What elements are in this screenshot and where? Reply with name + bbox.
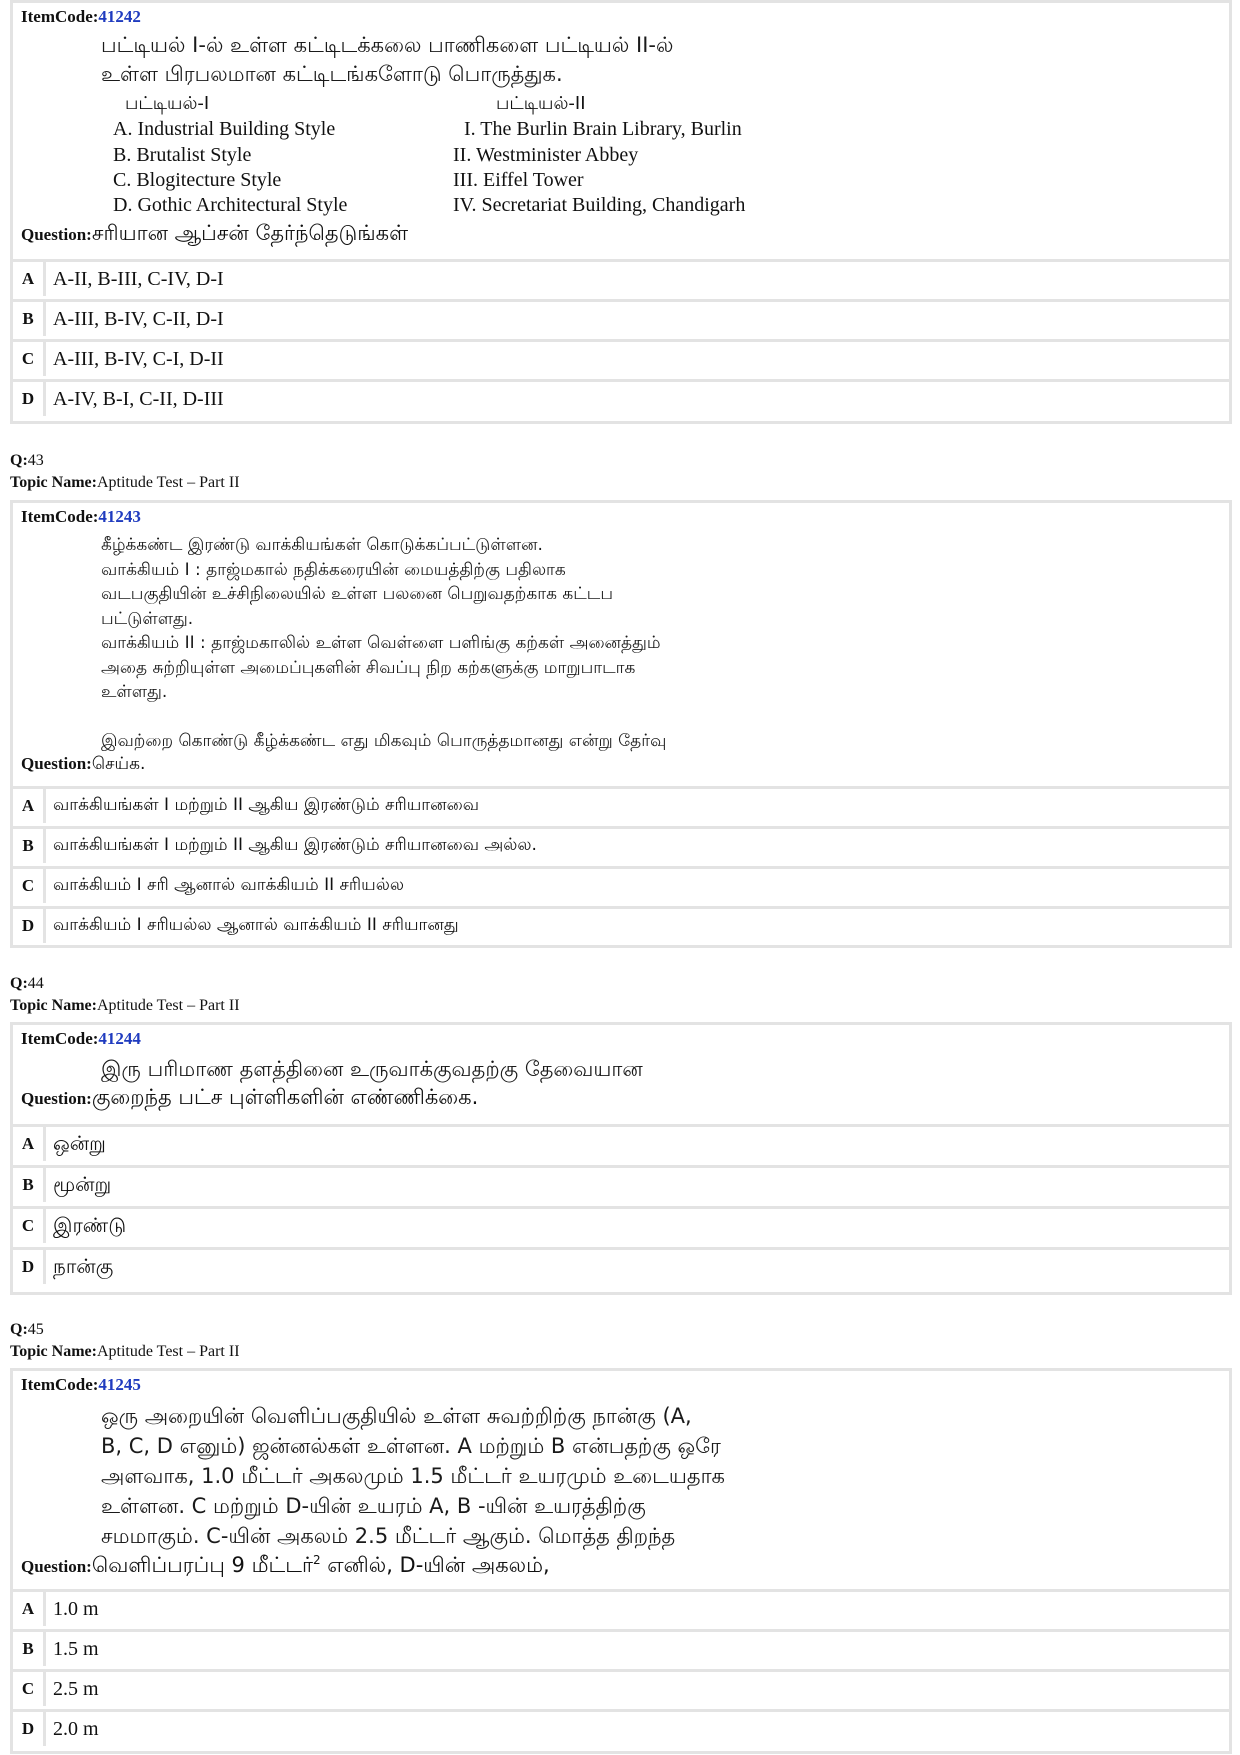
list1-item: B. Brutalist Style	[113, 144, 252, 166]
list1-item: C. Blogitecture Style	[113, 169, 282, 191]
question-card-41245	[10, 1368, 1232, 1754]
option-text: வாக்கியங்கள் I மற்றும் II ஆகிய இரண்டும் சரியானவை	[53, 795, 479, 815]
options-list	[13, 1589, 1229, 1746]
option-text: வாக்கியம் I சரியல்ல ஆனால் வாக்கியம் II சரியானது	[53, 915, 459, 935]
option-text: மூன்று	[53, 1171, 112, 1196]
option-text: ஒன்று	[53, 1130, 106, 1155]
question-body	[101, 1055, 643, 1084]
option-b[interactable]	[13, 1165, 1229, 1202]
body-line: ஒரு அறையின் வெளிப்பகுதியில் உள்ள சுவற்றிற்கு நான்கு (A,	[101, 1404, 692, 1428]
superscript-2: 2	[312, 1553, 321, 1567]
question-body	[101, 1401, 725, 1551]
question-number: 45	[27, 1321, 44, 1338]
option-a[interactable]	[13, 1589, 1229, 1626]
question-intro	[101, 31, 673, 89]
intro-line: பட்டியல் I-ல் உள்ள கட்டிடக்கலை பாணிகளை பட்டியல் II-ல்	[101, 33, 674, 57]
option-letter: D	[13, 909, 46, 943]
option-d[interactable]	[13, 1247, 1229, 1284]
question-text: செய்க.	[91, 754, 146, 774]
body-line: கீழ்க்கண்ட இரண்டு வாக்கியங்கள் கொடுக்கப்பட்டுள்ளன.	[101, 535, 543, 555]
option-letter: A	[13, 262, 46, 296]
option-d[interactable]	[13, 906, 1229, 943]
topic-name: Aptitude Test – Part II	[96, 997, 240, 1014]
body-line: உள்ளன. C மற்றும் D-யின் உயரம் A, B -யின் உயரத்திற்கு	[101, 1494, 646, 1518]
body-line: வாக்கியம் I : தாஜ்மகால் நதிக்கரையின் மையத்திற்கு பதிலாக	[101, 559, 566, 580]
option-letter: C	[13, 1672, 46, 1706]
options-list	[13, 786, 1229, 943]
body-line: வடபகுதியின் உச்சிநிலையில் உள்ள பலனை பெறுவதற்காக கட்டப	[101, 584, 613, 604]
option-letter: B	[13, 302, 46, 336]
option-d[interactable]	[13, 379, 1229, 416]
list1-item: D. Gothic Architectural Style	[113, 194, 348, 216]
option-letter: A	[13, 1592, 46, 1626]
question-meta-43: Q:43 Topic Name:Aptitude Test – Part II	[10, 452, 240, 491]
option-text: வாக்கியம் I சரி ஆனால் வாக்கியம் II சரியல்ல	[53, 875, 404, 895]
body-line: சமமாகும். C-யின் அகலம் 2.5 மீட்டர் ஆகும். மொத்த திறந்த	[101, 1524, 676, 1548]
option-text: A-IV, B-I, C-II, D-III	[53, 387, 224, 410]
body-line: இரு பரிமாண தளத்தினை உருவாக்குவதற்கு தேவையான	[101, 1057, 643, 1081]
option-text: 1.5 m	[53, 1637, 99, 1660]
body-line: அதை சுற்றியுள்ள அமைப்புகளின் சிவப்பு நிற கற்களுக்கு மாறுபாடாக	[101, 657, 636, 678]
option-text: A-III, B-IV, C-I, D-II	[53, 347, 224, 370]
question-card-41243	[10, 500, 1232, 948]
question-number: 44	[27, 975, 44, 992]
option-a[interactable]	[13, 259, 1229, 296]
option-letter: D	[13, 1712, 46, 1746]
option-text: நான்கு	[53, 1253, 114, 1278]
option-text: வாக்கியங்கள் I மற்றும் II ஆகிய இரண்டும் சரியானவை அல்ல.	[53, 835, 537, 855]
list2-item: III. Eiffel Tower	[453, 169, 584, 191]
option-c[interactable]	[13, 1669, 1229, 1706]
option-a[interactable]	[13, 786, 1229, 823]
item-code: ItemCode:41243	[21, 507, 141, 526]
option-letter: C	[13, 869, 46, 903]
option-text: 2.0 m	[53, 1717, 99, 1740]
option-c[interactable]	[13, 866, 1229, 903]
option-d[interactable]	[13, 1709, 1229, 1746]
list2-item: II. Westminister Abbey	[453, 144, 639, 166]
question-meta-44: Q:44 Topic Name:Aptitude Test – Part II	[10, 975, 240, 1014]
body-line: உள்ளது.	[101, 682, 168, 702]
option-letter: A	[13, 789, 46, 823]
option-letter: C	[13, 1209, 46, 1243]
list1-header: பட்டியல்-I	[125, 93, 210, 114]
option-text: 1.0 m	[53, 1597, 99, 1620]
topic-name: Aptitude Test – Part II	[96, 1343, 240, 1360]
question-card-41242	[10, 0, 1232, 424]
question-text: சரியான ஆப்சன் தேர்ந்தெடுங்கள்	[91, 221, 409, 245]
topic-name: Aptitude Test – Part II	[96, 474, 240, 491]
item-code: ItemCode:41245	[21, 1375, 141, 1394]
list2-header: பட்டியல்-II	[496, 93, 586, 114]
question-label: Question:வெளிப்பரப்பு 9 மீட்டர்$^2$ எனில், D-யின் அகலம்,	[21, 1553, 550, 1577]
option-text: 2.5 m	[53, 1677, 99, 1700]
option-a[interactable]	[13, 1124, 1229, 1161]
question-label: Question:சரியான ஆப்சன் தேர்ந்தெடுங்கள்	[21, 221, 409, 245]
body-line: பட்டுள்ளது.	[101, 608, 194, 629]
option-b[interactable]	[13, 826, 1229, 863]
question-number: 43	[27, 452, 44, 469]
question-text: குறைந்த பட்ச புள்ளிகளின் எண்ணிக்கை.	[91, 1085, 479, 1109]
body-line: இவற்றை கொண்டு கீழ்க்கண்ட எது மிகவும் பொருத்தமானது என்று தேர்வு	[101, 730, 667, 751]
option-b[interactable]	[13, 299, 1229, 336]
option-letter: B	[13, 1168, 46, 1202]
option-letter: B	[13, 1632, 46, 1666]
question-card-41244	[10, 1022, 1232, 1295]
option-letter: D	[13, 1250, 46, 1284]
option-text: இரண்டு	[53, 1212, 127, 1237]
option-text: A-III, B-IV, C-II, D-I	[53, 307, 224, 330]
option-text: A-II, B-III, C-IV, D-I	[53, 267, 224, 290]
option-letter: D	[13, 382, 46, 416]
body-line: B, C, D எனும்) ஜன்னல்கள் உள்ளன. A மற்றும் B என்பதற்கு ஒரே	[101, 1434, 721, 1458]
list1-item: A. Industrial Building Style	[113, 118, 336, 140]
option-b[interactable]	[13, 1629, 1229, 1666]
body-line	[101, 705, 666, 729]
option-c[interactable]	[13, 339, 1229, 376]
question-text: வெளிப்பரப்பு 9 மீட்டர்$^2$ எனில், D-யின் அகலம்,	[91, 1553, 550, 1577]
list2-item: I. The Burlin Brain Library, Burlin	[464, 118, 742, 140]
question-body	[101, 533, 666, 753]
list2-item: IV. Secretariat Building, Chandigarh	[453, 194, 746, 216]
options-list	[13, 259, 1229, 416]
option-c[interactable]	[13, 1206, 1229, 1243]
item-code: ItemCode:41242	[21, 7, 141, 26]
item-code: ItemCode:41244	[21, 1029, 141, 1048]
options-list	[13, 1124, 1229, 1284]
option-letter: A	[13, 1127, 46, 1161]
option-letter: C	[13, 342, 46, 376]
question-label: Question:குறைந்த பட்ச புள்ளிகளின் எண்ணிக்கை.	[21, 1085, 479, 1109]
body-line: அளவாக, 1.0 மீட்டர் அகலமும் 1.5 மீட்டர் உயரமும் உடையதாக	[101, 1464, 725, 1488]
body-line: வாக்கியம் II : தாஜ்மகாலில் உள்ள வெள்ளை பளிங்கு கற்கள் அனைத்தும்	[101, 633, 661, 653]
intro-line: உள்ள பிரபலமான கட்டிடங்களோடு பொருத்துக.	[101, 62, 563, 86]
question-label: Question:செய்க.	[21, 754, 146, 774]
option-letter: B	[13, 829, 46, 863]
question-meta-45: Q:45 Topic Name:Aptitude Test – Part II	[10, 1321, 240, 1360]
